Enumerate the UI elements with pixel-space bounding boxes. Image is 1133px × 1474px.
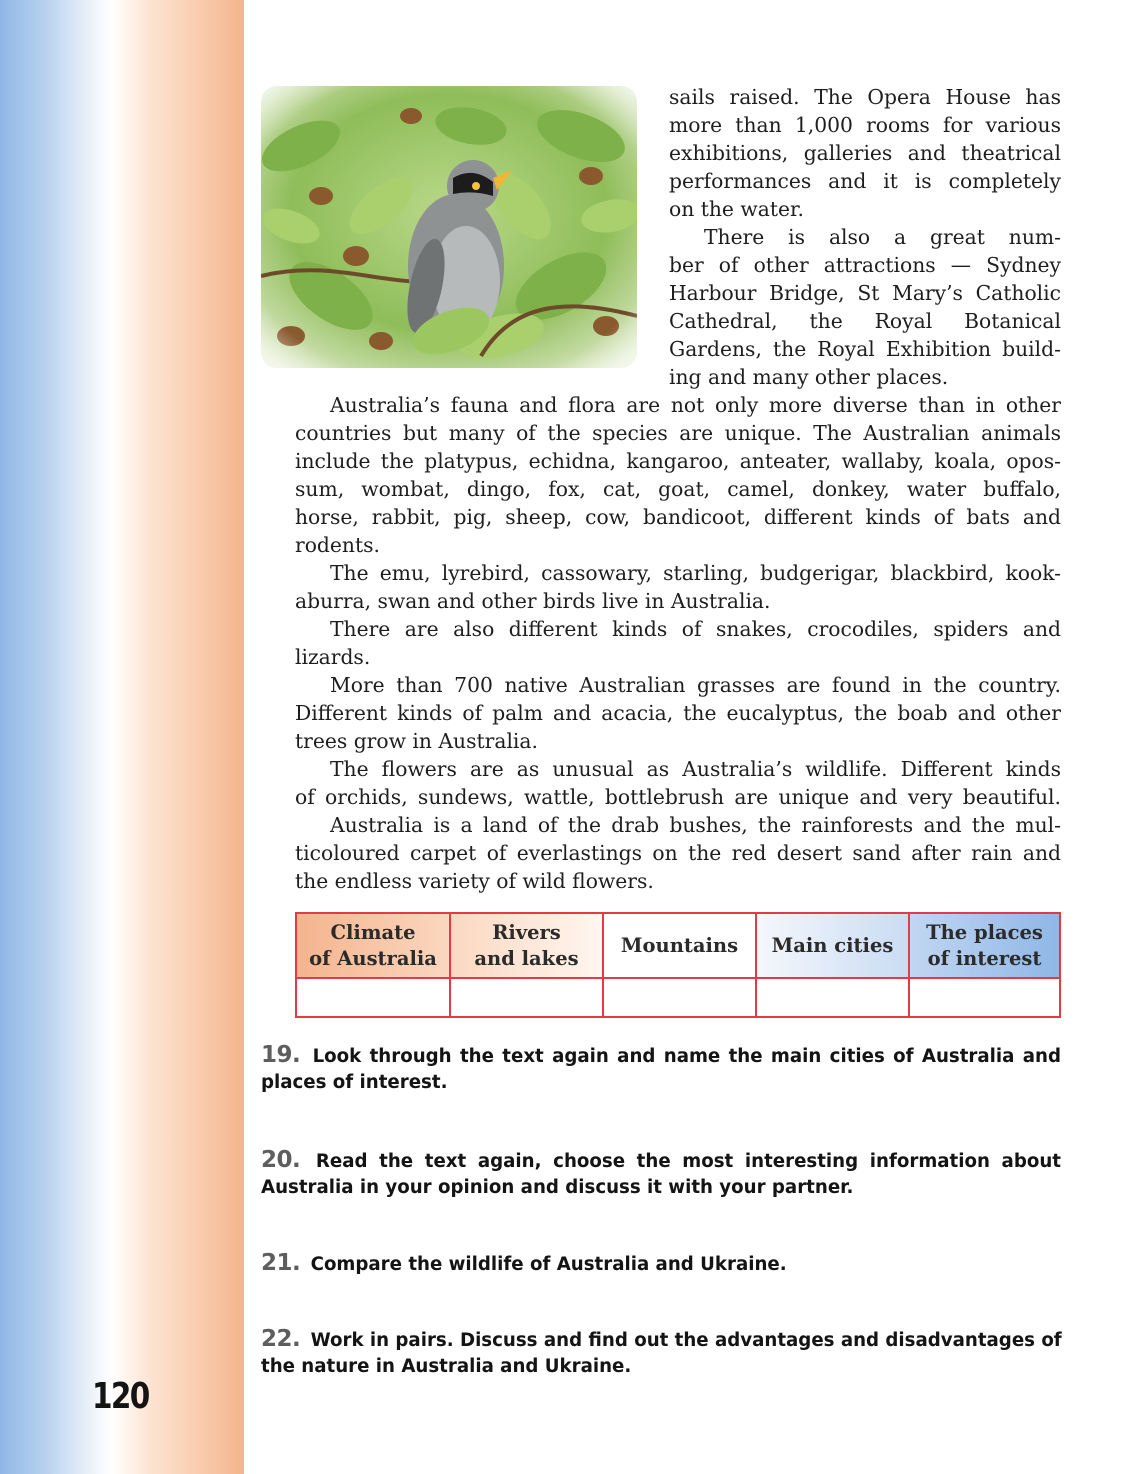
table-divider (755, 914, 757, 1016)
table-divider (602, 914, 604, 1016)
text-line: rodents. (295, 533, 380, 557)
table-divider (908, 914, 910, 1016)
table-header-rivers: Rivers and lakes (451, 914, 602, 977)
table-divider (449, 914, 451, 1016)
table-header-climate: Climate of Australia (297, 914, 449, 977)
text-line: include the platypus, echidna, kangaroo, anteater, wallaby, koala, opos- (295, 449, 1061, 473)
text-line: sails raised. The Opera House has (669, 85, 1061, 109)
task-19: 19. Look through the text again and name the main cities of Australia and places of interest. (261, 1042, 1061, 1093)
decorative-side-band (0, 0, 244, 1474)
text-line: on the water. (669, 197, 804, 221)
table-divider (297, 977, 1059, 979)
text-line: of orchids, sundews, wattle, bottlebrush are unique and very beautiful. (295, 785, 1061, 809)
text-line: ber of other attractions — Sydney (669, 253, 1061, 277)
task-22: 22. Work in pairs. Discuss and find out the advantages and disadvantages of the nature in Australia and Ukraine. (261, 1326, 1062, 1377)
text-line: trees grow in Australia. (295, 729, 538, 753)
text-line: performances and it is completely (669, 169, 1061, 193)
text-line: The emu, lyrebird, cassowary, starling, budgerigar, blackbird, kook- (330, 561, 1061, 585)
bird-photo (261, 86, 637, 368)
summary-table (295, 912, 1061, 1018)
task-20: 20. Read the text again, choose the most interesting information about Australia in your opinion and discuss it with your partner. (261, 1147, 1061, 1198)
text-line: exhibitions, galleries and theatrical (669, 141, 1061, 165)
text-line: sum, wombat, dingo, fox, cat, goat, camel, donkey, water buffalo, (295, 477, 1061, 501)
text-line: countries but many of the species are unique. The Australian animals (295, 421, 1061, 445)
text-line: horse, rabbit, pig, sheep, cow, bandicoot, different kinds of bats and (295, 505, 1061, 529)
text-line: ticoloured carpet of everlastings on the red desert sand after rain and (295, 841, 1061, 865)
table-header-places-of-interest: The places of interest (910, 914, 1059, 977)
text-line: Different kinds of palm and acacia, the eucalyptus, the boab and other (295, 701, 1061, 725)
text-line: ing and many other places. (669, 365, 949, 389)
text-line: Gardens, the Royal Exhibition build- (669, 337, 1061, 361)
table-header-main-cities: Main cities (757, 914, 908, 977)
table-header-mountains: Mountains (604, 914, 755, 977)
text-line: aburra, swan and other birds live in Australia. (295, 589, 771, 613)
text-line: Australia’s fauna and flora are not only more diverse than in other (330, 393, 1061, 417)
task-21: 21. Compare the wildlife of Australia and Ukraine. (261, 1250, 787, 1276)
text-line: There are also different kinds of snakes, crocodiles, spiders and (330, 617, 1061, 641)
page-number: 120 (92, 1376, 149, 1417)
text-line: more than 1,000 rooms for various (669, 113, 1061, 137)
text-line: lizards. (295, 645, 371, 669)
text-line: Cathedral, the Royal Botanical (669, 309, 1061, 333)
text-line: More than 700 native Australian grasses are found in the country. (330, 673, 1061, 697)
text-line: There is also a great num- (704, 225, 1061, 249)
text-line: Harbour Bridge, St Mary’s Catholic (669, 281, 1061, 305)
text-line: the endless variety of wild flowers. (295, 869, 654, 893)
text-line: The flowers are as unusual as Australia’s wildlife. Different kinds (330, 757, 1061, 781)
text-line: Australia is a land of the drab bushes, the rainforests and the mul- (330, 813, 1061, 837)
